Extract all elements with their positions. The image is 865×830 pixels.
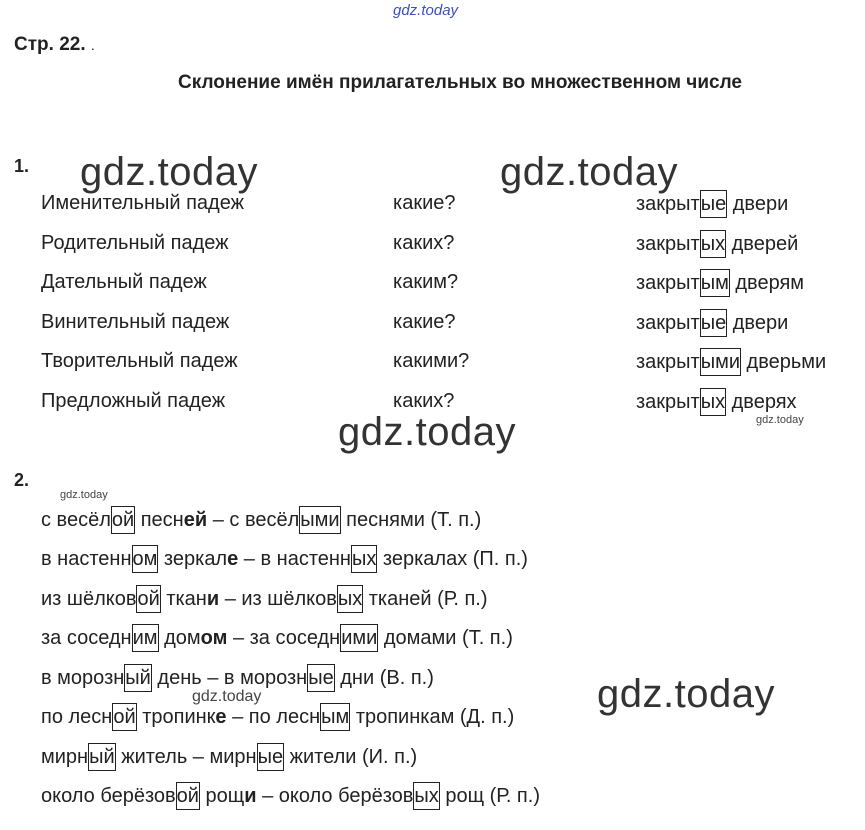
word-ending: ых (700, 388, 726, 416)
case-question: какие? (393, 192, 456, 214)
word-ending: ые (700, 309, 728, 337)
text: жители (И. п.) (284, 746, 418, 768)
noun: двери (727, 193, 789, 215)
text: рощ (199, 785, 245, 807)
word-ending: ом (132, 545, 159, 573)
word-stem: закрыт (636, 193, 700, 215)
phrase-line (41, 508, 481, 532)
declension-example (636, 350, 826, 374)
text: зеркал (158, 548, 228, 570)
word-stem: закрыт (636, 351, 700, 373)
text: – мирн (187, 746, 257, 768)
watermark-top: gdz.today (393, 2, 459, 19)
case-question: каких? (393, 390, 455, 412)
watermark-small-3: gdz.today (192, 688, 262, 705)
noun: дверей (726, 233, 799, 255)
word-ending: ым (320, 703, 350, 731)
word-ending: ых (413, 782, 439, 810)
noun-ending: ей (183, 509, 208, 531)
noun: дверям (729, 272, 805, 294)
declension-example (636, 232, 798, 256)
text: домами (Т. п.) (378, 627, 513, 649)
phrase-line (41, 626, 513, 650)
text: – в морозн (201, 667, 308, 689)
word-ending: ых (337, 585, 363, 613)
phrase-line (41, 705, 514, 729)
declension-example (636, 192, 788, 216)
case-question: какими? (393, 350, 470, 372)
declension-example (636, 271, 804, 295)
text: житель (115, 746, 188, 768)
case-name: Родительный падеж (41, 232, 229, 254)
text: – около берёзов (256, 785, 414, 807)
text: дни (В. п.) (334, 667, 434, 689)
case-name: Дательный падеж (41, 271, 207, 293)
watermark-small-2: gdz.today (60, 489, 108, 501)
noun: дверьми (741, 351, 827, 373)
word-ending: ых (351, 545, 377, 573)
word-ending: ой (112, 703, 136, 731)
exercise-1-number: 1. (14, 156, 30, 176)
word-ending: ой (176, 782, 200, 810)
word-ending: ими (340, 624, 378, 652)
word-ending: ыми (299, 506, 340, 534)
word-ending: им (132, 624, 159, 652)
noun-ending: и (244, 785, 257, 807)
text: день (151, 667, 202, 689)
watermark-small-1: gdz.today (756, 414, 804, 426)
text: – за соседн (227, 627, 341, 649)
text: дом (158, 627, 201, 649)
text: – из шёлков (219, 588, 337, 610)
text: – по лесн (226, 706, 321, 728)
noun-ending: е (227, 548, 239, 570)
text: песнями (Т. п.) (340, 509, 482, 531)
case-name: Винительный падеж (41, 311, 230, 333)
word-ending: ых (700, 230, 726, 258)
watermark-large-1: gdz.today (80, 150, 258, 194)
watermark-large-4: gdz.today (597, 672, 775, 716)
text: зеркалах (П. п.) (377, 548, 528, 570)
case-name: Именительный падеж (41, 192, 244, 214)
watermark-large-3: gdz.today (338, 410, 516, 454)
word-ending: ый (88, 743, 116, 771)
word-ending: ой (111, 506, 135, 534)
phrase-line (41, 547, 528, 571)
page-reference-text: Стр. 22. (14, 34, 86, 55)
page-reference-mark: . (90, 37, 95, 53)
case-question: какие? (393, 311, 456, 333)
text: рощ (Р. п.) (439, 785, 540, 807)
text: за соседн (41, 627, 132, 649)
word-ending: ой (136, 585, 160, 613)
case-question: каким? (393, 271, 459, 293)
text: – с весёл (207, 509, 300, 531)
phrase-line (41, 587, 488, 611)
noun-ending: ом (200, 627, 228, 649)
case-question: каких? (393, 232, 455, 254)
case-name: Предложный падеж (41, 390, 226, 412)
word-ending: ые (257, 743, 285, 771)
word-stem: закрыт (636, 272, 700, 294)
word-ending: ые (700, 190, 728, 218)
text: по лесн (41, 706, 113, 728)
text: около берёзов (41, 785, 176, 807)
word-stem: закрыт (636, 391, 700, 413)
word-ending: ые (307, 664, 335, 692)
text: в настенн (41, 548, 132, 570)
phrase-line (41, 784, 540, 808)
declension-example (636, 311, 788, 335)
text: тканей (Р. п.) (363, 588, 488, 610)
case-name: Творительный падеж (41, 350, 238, 372)
noun: дверях (726, 391, 797, 413)
word-ending: ый (124, 664, 152, 692)
text: тропинк (136, 706, 216, 728)
word-stem: закрыт (636, 312, 700, 334)
noun: двери (727, 312, 789, 334)
page-reference (14, 34, 95, 56)
declension-example (636, 390, 797, 414)
text: с весёл (41, 509, 111, 531)
word-ending: ыми (700, 348, 741, 376)
word-ending: ым (700, 269, 730, 297)
text: в морозн (41, 667, 125, 689)
text: тропинкам (Д. п.) (350, 706, 515, 728)
text: песн (135, 509, 184, 531)
text: ткан (160, 588, 207, 610)
exercise-2-number: 2. (14, 470, 30, 490)
text: – в настенн (238, 548, 351, 570)
noun-ending: е (215, 706, 227, 728)
text: из шёлков (41, 588, 137, 610)
text: мирн (41, 746, 89, 768)
noun-ending: и (206, 588, 220, 610)
word-stem: закрыт (636, 233, 700, 255)
phrase-line (41, 745, 417, 769)
phrase-line (41, 666, 434, 690)
watermark-large-2: gdz.today (500, 150, 678, 194)
page-title: Склонение имён прилагательных во множественном числе (178, 72, 742, 93)
